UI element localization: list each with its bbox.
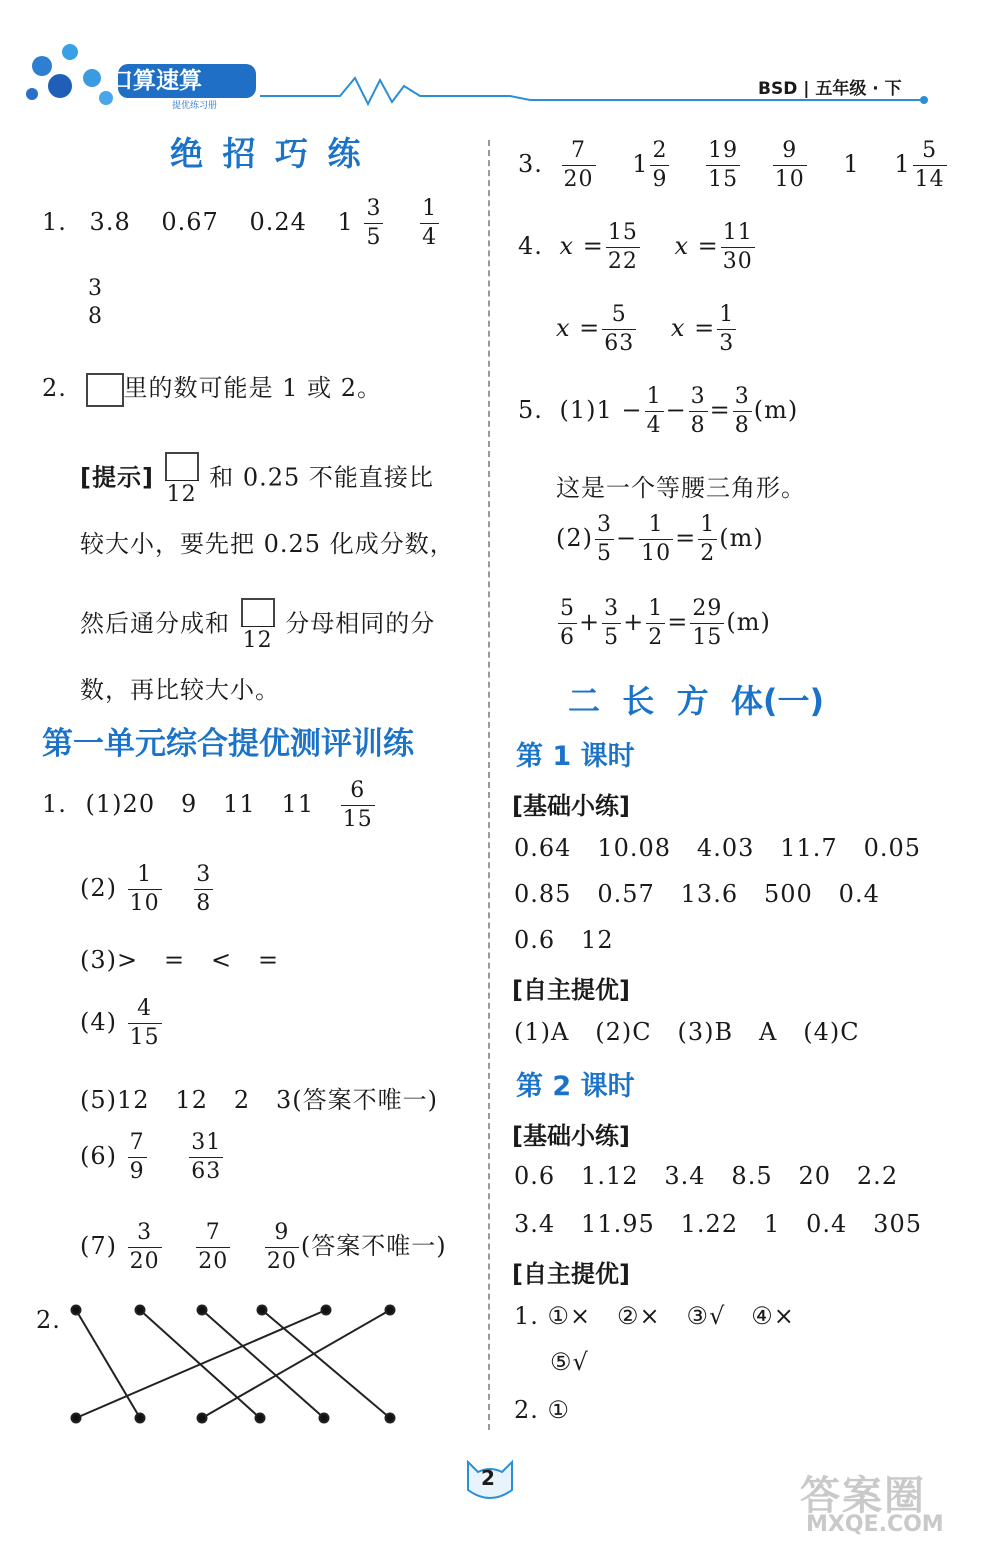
fraction: $\frac{7}{20}$ <box>198 1220 229 1274</box>
variable-x: x = <box>556 314 601 342</box>
fraction: $\frac{31}{63}$ <box>191 1130 222 1184</box>
variable-x: x = <box>674 232 719 260</box>
answer-text: 里的数可能是 1 或 2。 <box>123 374 382 402</box>
fraction: $\frac{1}{10}$ <box>641 512 672 566</box>
q-number: 5. <box>518 396 543 424</box>
fraction: $\frac{3}{8}$ <box>734 384 750 438</box>
lesson-2-title: 第 2 课时 <box>516 1071 635 1102</box>
answer-value: 3.8 <box>89 208 131 236</box>
lesson-1-basic-row-1: 0.64 10.08 4.03 11.7 0.05 <box>514 834 922 862</box>
hint-text: 然后通分成和 <box>80 609 230 638</box>
matching-lines-diagram <box>60 1300 400 1430</box>
operator: = <box>675 524 697 552</box>
unit-q1-6 <box>80 1132 225 1183</box>
watermark-logo: 答案圈 <box>800 1473 926 1519</box>
lesson-2-basic-row-2: 3.4 11.95 1.22 1 0.4 305 <box>514 1210 922 1238</box>
right-q5-text: 这是一个等腰三角形。 <box>556 474 806 502</box>
fraction: $\frac{7}{9}$ <box>129 1130 145 1184</box>
answer-text: (7) <box>80 1232 117 1260</box>
unit: (m) <box>719 524 764 552</box>
basic-practice-label-2: [基础小练] <box>512 1122 630 1150</box>
unit-q1-2 <box>80 864 215 915</box>
fraction: $\frac{9}{20}$ <box>266 1220 297 1274</box>
advanced-practice-label: [自主提优] <box>512 976 630 1004</box>
q-number: 1. <box>42 208 67 236</box>
edition-label: BSD | 五年级 · 下 <box>758 79 902 99</box>
fraction: $\frac{3}{5}$ <box>604 596 620 650</box>
lesson-2-basic-row-1: 0.6 1.12 3.4 8.5 20 2.2 <box>514 1162 899 1190</box>
hint-line-3 <box>80 598 435 652</box>
unit-q2-number: 2. <box>36 1306 61 1334</box>
column-divider <box>488 140 490 1430</box>
answer-text: (4) <box>80 1008 117 1036</box>
operator: − <box>665 396 687 424</box>
answer-text: (答案不唯一) <box>300 1232 447 1260</box>
fraction: $\frac{9}{10}$ <box>774 138 805 192</box>
fraction: $\frac{3}{8}$ <box>196 862 212 916</box>
hint-line-1 <box>80 452 434 506</box>
q-number: 1. <box>42 790 67 818</box>
operator: = <box>709 396 731 424</box>
unit-q1-1 <box>42 780 377 831</box>
q-number: 3. <box>518 150 543 178</box>
right-q4-line1 <box>518 222 757 273</box>
operator: + <box>623 608 645 636</box>
hint-line-2: 较大小，要先把 0.25 化成分数， <box>80 530 455 558</box>
fraction: $\frac{1}{3}$ <box>719 302 735 356</box>
unit-q1-4 <box>80 998 164 1049</box>
fraction: $\frac{3}{5}$ <box>366 196 382 250</box>
basic-practice-label: [基础小练] <box>512 792 630 820</box>
q-number: 4. <box>518 232 543 260</box>
lesson-2-adv-row-2: ⑤√ <box>550 1348 589 1376</box>
right-q3 <box>518 140 949 191</box>
logo-subtitle: 提优练习册 <box>172 101 218 111</box>
variable-x: x = <box>670 314 716 342</box>
fraction: $\frac{3}{8}$ <box>690 384 706 438</box>
whole-number: 1 <box>632 150 649 178</box>
left-q2 <box>42 368 382 407</box>
unit: (m) <box>753 396 799 424</box>
expression: (2) <box>556 524 593 552</box>
answer-value: 0.24 <box>249 208 307 236</box>
fraction: $\frac{29}{15}$ <box>692 596 723 650</box>
right-q4-line2 <box>556 304 738 355</box>
lesson-2-adv-row-3: 2. ① <box>514 1396 571 1424</box>
right-q5-2 <box>556 514 764 565</box>
fraction: $\frac{3}{5}$ <box>597 512 612 566</box>
logo-title: 口算速算 <box>110 68 202 94</box>
edition-code: BSD <box>758 79 798 99</box>
whole-number: 1 <box>843 150 860 178</box>
fraction: $\frac{7}{20}$ <box>563 138 594 192</box>
grade-label: 五年级 · 下 <box>815 79 902 99</box>
unit: (m) <box>726 608 771 636</box>
lesson-1-basic-row-2: 0.85 0.57 13.6 500 0.4 <box>514 880 880 908</box>
expression: (1)1 − <box>559 396 643 424</box>
answer-text: (6) <box>80 1142 117 1170</box>
fraction: $\frac{15}{22}$ <box>607 220 638 274</box>
fraction: $\frac{1}{2}$ <box>700 512 716 566</box>
section-title-tricks: 绝 招 巧 练 <box>170 134 365 173</box>
lesson-2-adv-row-1: 1. ①× ②× ③√ ④× <box>514 1302 795 1330</box>
fraction: $\frac{5}{6}$ <box>560 596 575 650</box>
chapter-title: 二 长 方 体(一) <box>568 682 825 720</box>
fraction: $\frac{2}{9}$ <box>652 138 668 192</box>
fraction-blank: 12 <box>165 452 199 506</box>
fraction: $\frac{1}{10}$ <box>129 862 160 916</box>
hint-label: [提示] <box>80 463 154 492</box>
section-title-unit-test: 第一单元综合提优测评训练 <box>42 726 414 762</box>
left-q1-cont <box>84 278 107 328</box>
fraction-blank: 12 <box>241 598 275 652</box>
right-q5-3 <box>556 598 771 649</box>
hint-text: 和 0.25 不能直接比 <box>209 463 434 492</box>
operator: + <box>579 608 601 636</box>
answer-text: (2) <box>80 874 117 902</box>
unit-q1-3: (3)> = < = <box>80 946 280 974</box>
answer-value: 1 <box>337 208 354 236</box>
fraction: $\frac{5}{14}$ <box>914 138 945 192</box>
operator: = <box>667 608 689 636</box>
lesson-1-title: 第 1 课时 <box>516 741 635 772</box>
unit-q1-7 <box>80 1222 447 1273</box>
blank-box <box>86 373 124 407</box>
variable-x: x = <box>559 232 604 260</box>
fraction: $\frac{1}{4}$ <box>646 384 662 438</box>
fraction: $\frac{1}{2}$ <box>648 596 664 650</box>
fraction: $\frac{6}{15}$ <box>342 778 373 832</box>
q-number: 2. <box>42 374 67 402</box>
hint-line-4: 数，再比较大小。 <box>80 676 280 704</box>
left-q1 <box>42 198 441 249</box>
hint-text: 分母相同的分 <box>285 609 436 638</box>
page-number: 2 <box>481 1466 495 1490</box>
lesson-1-adv-row: (1)A (2)C (3)B A (4)C <box>514 1018 860 1046</box>
fraction: $\frac{3}{20}$ <box>129 1220 160 1274</box>
fraction: $\frac{5}{63}$ <box>604 302 635 356</box>
answer-value: 0.67 <box>161 208 219 236</box>
operator: − <box>616 524 638 552</box>
fraction: $\frac{19}{15}$ <box>708 138 739 192</box>
right-q5-1 <box>518 386 798 437</box>
lesson-1-basic-row-3: 0.6 12 <box>514 926 614 954</box>
whole-number: 1 <box>894 150 911 178</box>
fraction: 3 8 <box>88 276 103 329</box>
answer-text: (1)20 9 11 11 <box>85 790 315 818</box>
unit-q1-5: (5)12 12 2 3(答案不唯一) <box>80 1086 438 1114</box>
fraction: $\frac{4}{15}$ <box>129 996 160 1050</box>
fraction: $\frac{11}{30}$ <box>722 220 753 274</box>
fraction: $\frac{1}{4}$ <box>422 196 438 250</box>
advanced-practice-label-2: [自主提优] <box>512 1260 630 1288</box>
watermark-url: MXQE.COM <box>806 1512 944 1537</box>
